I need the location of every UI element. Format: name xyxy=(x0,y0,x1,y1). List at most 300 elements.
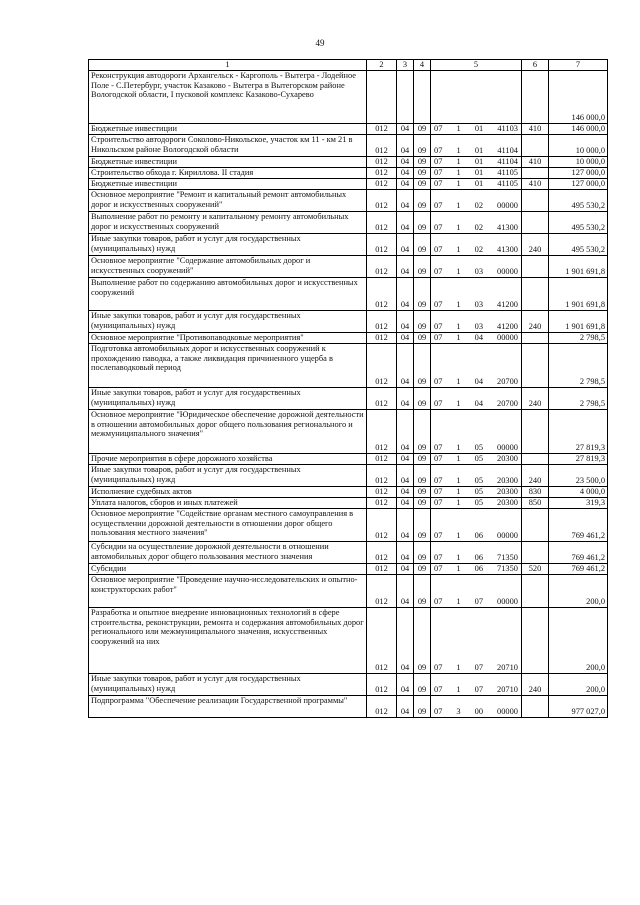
target-article-parts xyxy=(431,300,521,310)
csr-subprogram: 1 xyxy=(456,300,461,309)
section-code: 04 xyxy=(397,178,414,189)
column-number-7: 7 xyxy=(549,60,608,71)
target-article-code xyxy=(431,310,522,332)
csr-direction: 20300 xyxy=(497,454,518,463)
expense-type-code xyxy=(522,277,549,310)
subsection-code: 09 xyxy=(414,277,431,310)
subsection-code: 09 xyxy=(414,134,431,156)
csr-program: 07 xyxy=(434,399,443,408)
csr-event: 06 xyxy=(474,553,483,562)
subsection-code: 09 xyxy=(414,387,431,409)
csr-subprogram: 1 xyxy=(456,553,461,562)
csr-program: 07 xyxy=(434,443,443,452)
row-name: Строительство автодороги Соколово-Никольское, участок км 11 - км 21 в Никольском районе Вологодской области xyxy=(89,134,367,156)
csr-event: 04 xyxy=(474,333,483,342)
csr-subprogram: 1 xyxy=(456,322,461,331)
subsection-code: 09 xyxy=(414,695,431,717)
subsection-code: 09 xyxy=(414,486,431,497)
row-name: Бюджетные инвестиции xyxy=(89,178,367,189)
ministry-code: 012 xyxy=(367,673,397,695)
row-name: Основное мероприятие "Содержание автомобильных дорог и искусственных сооружений" xyxy=(89,255,367,277)
section-code: 04 xyxy=(397,387,414,409)
csr-program: 07 xyxy=(434,168,443,177)
csr-direction: 00000 xyxy=(497,201,518,210)
amount: 27 819,3 xyxy=(549,453,608,464)
csr-subprogram: 1 xyxy=(456,146,461,155)
target-article-code xyxy=(431,574,522,607)
csr-event: 02 xyxy=(474,223,483,232)
expense-type-code: 520 xyxy=(522,563,549,574)
ministry-code: 012 xyxy=(367,607,397,673)
target-article-code xyxy=(431,123,522,134)
csr-program: 07 xyxy=(434,487,443,496)
row-name: Подпрограмма "Обеспечение реализации Государственной программы" xyxy=(89,695,367,717)
csr-event: 02 xyxy=(474,201,483,210)
target-article-parts xyxy=(431,333,521,343)
csr-direction: 00000 xyxy=(497,443,518,452)
csr-event: 01 xyxy=(474,168,484,177)
target-article-code xyxy=(431,497,522,508)
expense-type-code: 410 xyxy=(522,156,549,167)
target-article-parts xyxy=(431,201,521,211)
ministry-code: 012 xyxy=(367,574,397,607)
column-number-2: 2 xyxy=(367,60,397,71)
section-code: 04 xyxy=(397,134,414,156)
csr-program: 07 xyxy=(434,201,443,210)
column-number-4: 4 xyxy=(414,60,431,71)
page-number: 49 xyxy=(315,38,325,48)
subsection-code: 09 xyxy=(414,343,431,387)
subsection-code: 09 xyxy=(414,233,431,255)
ministry-code: 012 xyxy=(367,178,397,189)
target-article-parts xyxy=(431,124,521,134)
expense-type-code xyxy=(522,453,549,464)
section-code: 04 xyxy=(397,123,414,134)
target-article-code xyxy=(431,178,522,189)
target-article-code xyxy=(431,167,522,178)
row-name: Подготовка автомобильных дорог и искусственных сооружений к прохождению паводка, а также ликвидация причиненного ущерба в послепаводковый период xyxy=(89,343,367,387)
target-article-code xyxy=(431,508,522,541)
csr-program: 07 xyxy=(434,685,443,694)
table-row xyxy=(89,332,608,343)
subsection-code: 09 xyxy=(414,673,431,695)
target-article-code xyxy=(431,695,522,717)
csr-program: 07 xyxy=(434,333,443,342)
csr-direction: 20710 xyxy=(497,685,518,694)
csr-direction: 20300 xyxy=(497,487,518,496)
subsection-code: 09 xyxy=(414,541,431,563)
section-code: 04 xyxy=(397,497,414,508)
csr-subprogram: 1 xyxy=(456,124,461,133)
ministry-code: 012 xyxy=(367,508,397,541)
csr-program: 07 xyxy=(434,707,443,716)
csr-direction: 41103 xyxy=(497,124,518,133)
section-code: 04 xyxy=(397,167,414,178)
expense-type-code xyxy=(522,255,549,277)
expense-type-code xyxy=(522,167,549,178)
csr-direction: 20700 xyxy=(497,377,518,386)
target-article-parts xyxy=(431,476,521,486)
csr-event: 03 xyxy=(474,300,483,309)
section-code: 04 xyxy=(397,211,414,233)
target-article-parts xyxy=(431,454,521,464)
table-row xyxy=(89,607,608,673)
table-row xyxy=(89,409,608,453)
csr-subprogram: 1 xyxy=(456,201,461,210)
row-name: Иные закупки товаров, работ и услуг для государственных (муниципальных) нужд xyxy=(89,387,367,409)
target-article-parts xyxy=(431,146,521,156)
row-name: Выполнение работ по ремонту и капитальному ремонту автомобильных дорог и искусственных сооружений xyxy=(89,211,367,233)
csr-program: 07 xyxy=(434,267,443,276)
target-article-code xyxy=(431,453,522,464)
row-name: Основное мероприятие "Проведение научно-исследовательских и опытно-конструкторских работ" xyxy=(89,574,367,607)
target-article-parts xyxy=(431,245,521,255)
target-article-code xyxy=(431,541,522,563)
section-code: 04 xyxy=(397,508,414,541)
csr-direction: 00000 xyxy=(497,531,518,540)
csr-subprogram: 1 xyxy=(456,597,461,606)
table-row xyxy=(89,497,608,508)
row-name: Основное мероприятие "Содействие органам местного самоуправления в осуществлении дорожной деятельности в отношении дорог общего пользования местного значения" xyxy=(89,508,367,541)
csr-event: 06 xyxy=(474,531,483,540)
csr-event: 05 xyxy=(474,454,483,463)
target-article-parts xyxy=(431,443,521,453)
expense-type-code xyxy=(522,343,549,387)
target-article-code xyxy=(431,409,522,453)
csr-direction: 41105 xyxy=(497,168,518,177)
table-row xyxy=(89,123,608,134)
row-name: Иные закупки товаров, работ и услуг для государственных (муниципальных) нужд xyxy=(89,673,367,695)
expense-type-code xyxy=(522,695,549,717)
subsection-code: 09 xyxy=(414,178,431,189)
expense-type-code xyxy=(522,134,549,156)
section-code: 04 xyxy=(397,277,414,310)
section-code: 04 xyxy=(397,453,414,464)
ministry-code: 012 xyxy=(367,310,397,332)
ministry-code: 012 xyxy=(367,167,397,178)
expense-type-code xyxy=(522,409,549,453)
target-article-code xyxy=(431,486,522,497)
csr-program: 07 xyxy=(434,223,443,232)
csr-subprogram: 1 xyxy=(456,443,461,452)
section-code xyxy=(397,70,414,123)
expense-type-code xyxy=(522,189,549,211)
section-code: 04 xyxy=(397,255,414,277)
table-row xyxy=(89,70,608,123)
csr-program: 07 xyxy=(434,377,443,386)
subsection-code: 09 xyxy=(414,508,431,541)
amount: 495 530,2 xyxy=(549,211,608,233)
section-code: 04 xyxy=(397,695,414,717)
target-article-code xyxy=(431,156,522,167)
target-article-code xyxy=(431,70,522,123)
column-number-3: 3 xyxy=(397,60,414,71)
expense-type-code xyxy=(522,332,549,343)
row-name: Исполнение судебных актов xyxy=(89,486,367,497)
target-article-code xyxy=(431,255,522,277)
section-code: 04 xyxy=(397,574,414,607)
csr-direction: 41200 xyxy=(497,300,518,309)
ministry-code: 012 xyxy=(367,695,397,717)
target-article-code xyxy=(431,673,522,695)
subsection-code: 09 xyxy=(414,189,431,211)
csr-program: 07 xyxy=(434,564,443,573)
column-number-1: 1 xyxy=(89,60,367,71)
expense-type-code: 830 xyxy=(522,486,549,497)
subsection-code: 09 xyxy=(414,211,431,233)
expense-type-code: 240 xyxy=(522,310,549,332)
subsection-code: 09 xyxy=(414,310,431,332)
row-name: Иные закупки товаров, работ и услуг для государственных (муниципальных) нужд xyxy=(89,233,367,255)
csr-direction: 41104 xyxy=(497,146,518,155)
csr-direction: 41300 xyxy=(497,245,518,254)
csr-program: 07 xyxy=(434,663,443,672)
csr-event: 06 xyxy=(474,564,483,573)
csr-subprogram: 1 xyxy=(456,157,461,166)
budget-table xyxy=(88,59,608,718)
csr-event: 04 xyxy=(474,377,483,386)
amount: 495 530,2 xyxy=(549,233,608,255)
amount: 2 798,5 xyxy=(549,332,608,343)
expense-type-code: 410 xyxy=(522,123,549,134)
csr-subprogram: 1 xyxy=(456,564,461,573)
row-name: Иные закупки товаров, работ и услуг для государственных (муниципальных) нужд xyxy=(89,464,367,486)
amount: 495 530,2 xyxy=(549,189,608,211)
csr-program: 07 xyxy=(434,300,443,309)
csr-direction: 00000 xyxy=(497,707,518,716)
table-row xyxy=(89,695,608,717)
csr-program: 07 xyxy=(434,498,443,507)
row-name: Основное мероприятие "Ремонт и капитальный ремонт автомобильных дорог и искусственных сооружений" xyxy=(89,189,367,211)
ministry-code: 012 xyxy=(367,343,397,387)
csr-subprogram: 1 xyxy=(456,685,461,694)
target-article-code xyxy=(431,211,522,233)
csr-direction: 20300 xyxy=(497,476,518,485)
expense-type-code: 240 xyxy=(522,387,549,409)
target-article-code xyxy=(431,464,522,486)
target-article-parts xyxy=(431,267,521,277)
csr-direction: 20700 xyxy=(497,399,518,408)
ministry-code: 012 xyxy=(367,277,397,310)
ministry-code: 012 xyxy=(367,453,397,464)
amount: 1 901 691,8 xyxy=(549,310,608,332)
csr-program: 07 xyxy=(434,157,443,166)
table-row xyxy=(89,178,608,189)
csr-direction: 71350 xyxy=(497,564,518,573)
target-article-parts xyxy=(431,377,521,387)
csr-event: 07 xyxy=(474,663,483,672)
ministry-code: 012 xyxy=(367,255,397,277)
ministry-code: 012 xyxy=(367,464,397,486)
row-name: Уплата налогов, сборов и иных платежей xyxy=(89,497,367,508)
csr-subprogram: 1 xyxy=(456,454,461,463)
csr-direction: 00000 xyxy=(497,597,518,606)
target-article-parts xyxy=(431,223,521,233)
amount: 2 798,5 xyxy=(549,343,608,387)
csr-direction: 20300 xyxy=(497,498,518,507)
csr-program: 07 xyxy=(434,245,443,254)
section-code: 04 xyxy=(397,563,414,574)
table-row xyxy=(89,277,608,310)
expense-type-code xyxy=(522,508,549,541)
target-article-parts xyxy=(431,685,521,695)
expense-type-code xyxy=(522,607,549,673)
table-row xyxy=(89,673,608,695)
csr-event: 01 xyxy=(474,146,484,155)
subsection-code: 09 xyxy=(414,563,431,574)
csr-subprogram: 1 xyxy=(456,333,461,342)
expense-type-code: 240 xyxy=(522,464,549,486)
target-article-code xyxy=(431,189,522,211)
subsection-code: 09 xyxy=(414,409,431,453)
csr-program: 07 xyxy=(434,454,443,463)
csr-subprogram: 1 xyxy=(456,245,461,254)
csr-event: 03 xyxy=(474,267,483,276)
amount: 127 000,0 xyxy=(549,167,608,178)
section-code: 04 xyxy=(397,409,414,453)
ministry-code: 012 xyxy=(367,156,397,167)
csr-event: 01 xyxy=(474,124,484,133)
csr-subprogram: 1 xyxy=(456,476,461,485)
section-code: 04 xyxy=(397,486,414,497)
ministry-code: 012 xyxy=(367,211,397,233)
csr-direction: 41200 xyxy=(497,322,518,331)
csr-direction: 41300 xyxy=(497,223,518,232)
ministry-code: 012 xyxy=(367,189,397,211)
row-name: Прочие мероприятия в сфере дорожного хозяйства xyxy=(89,453,367,464)
section-code: 04 xyxy=(397,233,414,255)
table-row xyxy=(89,255,608,277)
csr-subprogram: 1 xyxy=(456,223,461,232)
csr-subprogram: 1 xyxy=(456,498,461,507)
section-code: 04 xyxy=(397,607,414,673)
csr-direction: 20710 xyxy=(497,663,518,672)
row-name: Выполнение работ по содержанию автомобильных дорог и искусственных сооружений xyxy=(89,277,367,310)
amount: 4 000,0 xyxy=(549,486,608,497)
table-row xyxy=(89,387,608,409)
table-row xyxy=(89,189,608,211)
section-code: 04 xyxy=(397,541,414,563)
target-article-parts xyxy=(431,322,521,332)
row-name: Основное мероприятие "Юридическое обеспечение дорожной деятельности в отношении автомобильных дорог общего пользования регионального и межмуниципального значения" xyxy=(89,409,367,453)
subsection-code: 09 xyxy=(414,255,431,277)
expense-type-code: 850 xyxy=(522,497,549,508)
subsection-code: 09 xyxy=(414,453,431,464)
target-article-parts xyxy=(431,531,521,541)
ministry-code: 012 xyxy=(367,332,397,343)
subsection-code: 09 xyxy=(414,332,431,343)
ministry-code: 012 xyxy=(367,541,397,563)
amount: 769 461,2 xyxy=(549,541,608,563)
csr-event: 01 xyxy=(474,179,484,188)
expense-type-code: 410 xyxy=(522,178,549,189)
section-code: 04 xyxy=(397,673,414,695)
target-article-parts xyxy=(431,553,521,563)
section-code: 04 xyxy=(397,464,414,486)
column-number-5: 5 xyxy=(431,60,522,71)
csr-program: 07 xyxy=(434,146,443,155)
amount: 319,3 xyxy=(549,497,608,508)
csr-event: 04 xyxy=(474,399,483,408)
target-article-parts xyxy=(431,707,521,717)
amount: 1 901 691,8 xyxy=(549,277,608,310)
table-row xyxy=(89,134,608,156)
subsection-code: 09 xyxy=(414,607,431,673)
ministry-code: 012 xyxy=(367,497,397,508)
column-number-6: 6 xyxy=(522,60,549,71)
row-name: Бюджетные инвестиции xyxy=(89,156,367,167)
amount: 27 819,3 xyxy=(549,409,608,453)
ministry-code: 012 xyxy=(367,387,397,409)
csr-direction: 71350 xyxy=(497,553,518,562)
csr-event: 05 xyxy=(474,476,483,485)
row-name: Основное мероприятие "Противопаводковые мероприятия" xyxy=(89,332,367,343)
csr-event: 07 xyxy=(474,597,483,606)
target-article-code xyxy=(431,277,522,310)
subsection-code: 09 xyxy=(414,167,431,178)
table-row xyxy=(89,310,608,332)
table-row xyxy=(89,574,608,607)
subsection-code: 09 xyxy=(414,574,431,607)
target-article-parts xyxy=(431,157,521,167)
amount: 769 461,2 xyxy=(549,508,608,541)
csr-program: 07 xyxy=(434,531,443,540)
table-row xyxy=(89,464,608,486)
csr-event: 02 xyxy=(474,245,483,254)
row-name: Строительство обхода г. Кириллова. II стадия xyxy=(89,167,367,178)
csr-event: 05 xyxy=(474,498,483,507)
subsection-code: 09 xyxy=(414,464,431,486)
csr-subprogram: 1 xyxy=(456,168,461,177)
csr-direction: 41104 xyxy=(497,157,518,166)
csr-subprogram: 1 xyxy=(456,531,461,540)
csr-event: 07 xyxy=(474,685,483,694)
section-code: 04 xyxy=(397,156,414,167)
ministry-code: 012 xyxy=(367,409,397,453)
table-row xyxy=(89,167,608,178)
csr-subprogram: 1 xyxy=(456,377,461,386)
csr-program: 07 xyxy=(434,553,443,562)
csr-program: 07 xyxy=(434,322,443,331)
amount: 23 500,0 xyxy=(549,464,608,486)
expense-type-code xyxy=(522,211,549,233)
row-name: Субсидии на осуществление дорожной деятельности в отношении автомобильных дорог общего пользования местного значения xyxy=(89,541,367,563)
csr-subprogram: 1 xyxy=(456,487,461,496)
table-row xyxy=(89,563,608,574)
amount: 977 027,0 xyxy=(549,695,608,717)
csr-direction: 00000 xyxy=(497,267,518,276)
subsection-code: 09 xyxy=(414,156,431,167)
target-article-code xyxy=(431,563,522,574)
row-name: Иные закупки товаров, работ и услуг для государственных (муниципальных) нужд xyxy=(89,310,367,332)
table-row xyxy=(89,156,608,167)
csr-program: 07 xyxy=(434,179,443,188)
amount: 127 000,0 xyxy=(549,178,608,189)
expense-type-code: 240 xyxy=(522,233,549,255)
csr-subprogram: 1 xyxy=(456,399,461,408)
csr-event: 05 xyxy=(474,443,483,452)
table-row xyxy=(89,211,608,233)
ministry-code: 012 xyxy=(367,233,397,255)
csr-program: 07 xyxy=(434,597,443,606)
csr-event: 05 xyxy=(474,487,483,496)
target-article-parts xyxy=(431,564,521,574)
csr-program: 07 xyxy=(434,476,443,485)
ministry-code xyxy=(367,70,397,123)
subsection-code: 09 xyxy=(414,497,431,508)
csr-subprogram: 3 xyxy=(456,707,461,716)
section-code: 04 xyxy=(397,310,414,332)
